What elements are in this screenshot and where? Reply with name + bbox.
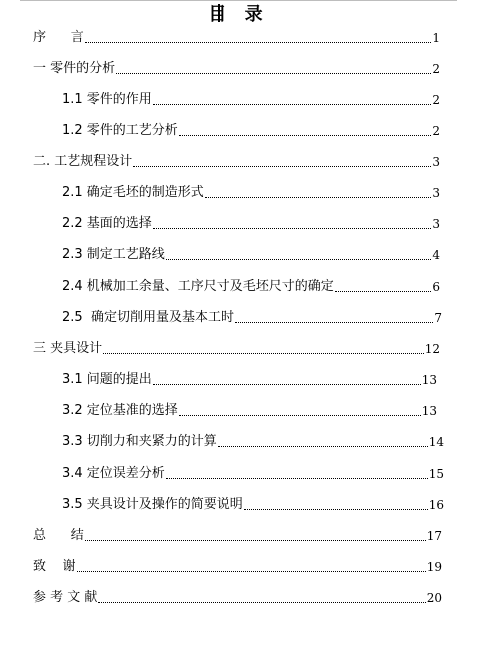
toc-entry[interactable] (0, 86, 477, 108)
dot-leader (133, 166, 431, 167)
toc-entry[interactable] (0, 491, 477, 513)
toc-entry-page: 17 (426, 529, 442, 543)
toc-entry-label: 致 谢 (33, 559, 76, 574)
dot-leader (244, 509, 428, 510)
toc-entry-page: 13 (421, 404, 437, 418)
dot-leader (153, 228, 432, 229)
toc-entry[interactable] (0, 553, 477, 575)
toc-entry-label: 3.1 问题的提出 (62, 372, 152, 387)
toc-entry[interactable] (0, 304, 477, 326)
dot-leader (179, 415, 421, 416)
toc-entry-page: 7 (434, 311, 442, 325)
toc-title: 目 录 (208, 4, 269, 25)
dot-leader (116, 73, 431, 74)
dot-leader (85, 42, 432, 43)
toc-entry-label: 一 零件的分析 (33, 61, 116, 76)
toc-entry-page: 14 (428, 435, 444, 449)
toc-entry[interactable] (0, 335, 477, 357)
toc-entry-page: 1 (432, 31, 440, 45)
dot-leader (205, 197, 432, 198)
toc-entry-page: 2 (432, 93, 440, 107)
dot-leader (98, 602, 425, 603)
dot-leader (166, 478, 428, 479)
dot-leader (218, 446, 428, 447)
toc-entry-page: 3 (432, 155, 440, 169)
toc-entry[interactable] (0, 366, 477, 388)
toc-entry-label: 2.2 基面的选择 (62, 216, 152, 231)
toc-entry[interactable] (0, 273, 477, 295)
toc-entry-label: 三 夹具设计 (33, 341, 103, 356)
toc-entry-label: 2.5 确定切削用量及基本工时 (62, 310, 234, 325)
toc-entry-label: 1.1 零件的作用 (62, 92, 152, 107)
toc-entry-label: 3.3 切削力和夹紧力的计算 (62, 434, 217, 449)
dot-leader (85, 540, 426, 541)
toc-entry[interactable] (0, 148, 477, 170)
toc-entry-page: 12 (424, 342, 440, 356)
toc-entry-label: 二. 工艺规程设计 (33, 154, 133, 169)
dot-leader (335, 291, 432, 292)
toc-entry[interactable] (0, 24, 477, 46)
toc-entry-label: 参 考 文 献 (33, 590, 98, 605)
toc-entry-label: 序 言 (33, 30, 84, 45)
dot-leader (179, 135, 432, 136)
toc-entry-label: 2.4 机械加工余量、工序尺寸及毛坯尺寸的确定 (62, 279, 334, 294)
toc-entry-page: 13 (421, 373, 437, 387)
toc-entry[interactable] (0, 584, 477, 606)
toc-entry-page: 2 (432, 62, 440, 76)
dot-leader (153, 384, 421, 385)
toc-entry[interactable] (0, 522, 477, 544)
toc-entry[interactable] (0, 460, 477, 482)
toc-entry-label: 总 结 (33, 528, 84, 543)
toc-entry[interactable] (0, 179, 477, 201)
toc-entry-label: 2.3 制定工艺路线 (62, 247, 165, 262)
dot-leader (77, 571, 426, 572)
dot-leader (235, 322, 433, 323)
toc-entry-label: 3.2 定位基准的选择 (62, 403, 178, 418)
toc-entry-label: 3.5 夹具设计及操作的简要说明 (62, 497, 243, 512)
dot-leader (166, 259, 432, 260)
toc-entry-label: 1.2 零件的工艺分析 (62, 123, 178, 138)
toc-entry-page: 4 (432, 248, 440, 262)
toc-entry-page: 15 (428, 467, 444, 481)
toc-entry[interactable] (0, 397, 477, 419)
toc-entry-page: 6 (432, 280, 440, 294)
toc-entry[interactable] (0, 55, 477, 77)
toc-entry[interactable] (0, 117, 477, 139)
toc-entry-page: 3 (432, 217, 440, 231)
toc-entry-page: 16 (428, 498, 444, 512)
toc-entry[interactable] (0, 210, 477, 232)
toc-entry-page: 3 (432, 186, 440, 200)
toc-entry-page: 20 (426, 591, 442, 605)
toc-entry[interactable] (0, 428, 477, 450)
toc-entry-page: 2 (432, 124, 440, 138)
dot-leader (153, 104, 432, 105)
toc-entry-page: 19 (426, 560, 442, 574)
toc-entry-label: 3.4 定位误差分析 (62, 466, 165, 481)
toc-entry-label: 2.1 确定毛坯的制造形式 (62, 185, 204, 200)
toc-entry[interactable] (0, 241, 477, 263)
dot-leader (103, 353, 424, 354)
